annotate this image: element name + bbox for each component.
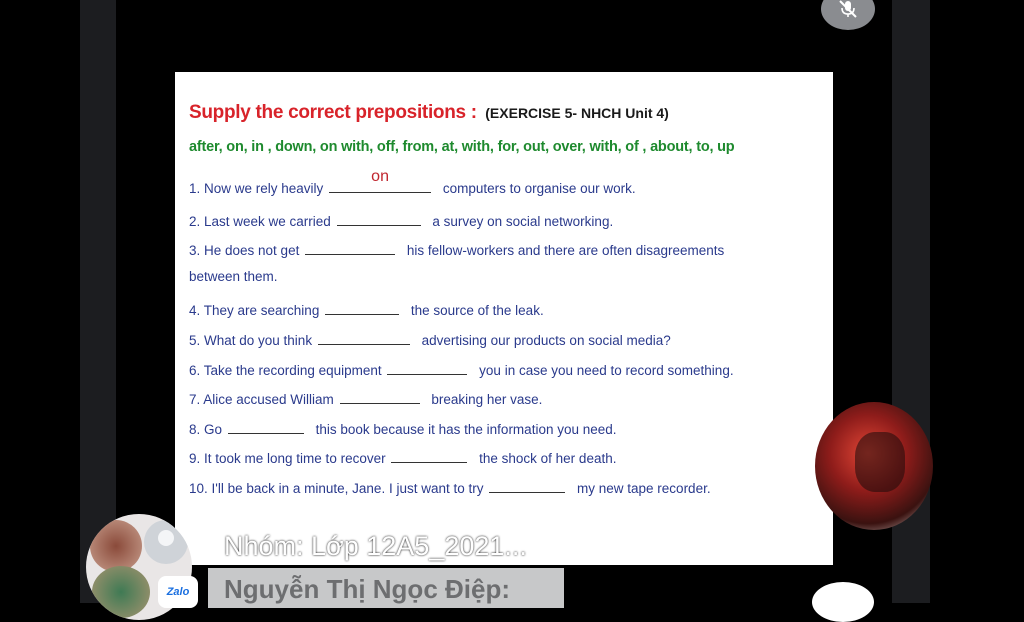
answer-blank[interactable] — [391, 448, 467, 463]
question-8 — [189, 419, 617, 437]
question-text: 2. Last week we carried — [189, 214, 331, 229]
answer-blank[interactable] — [318, 330, 410, 345]
default-user-icon — [144, 520, 188, 564]
question-9 — [189, 448, 616, 466]
answer-blank[interactable] — [325, 300, 399, 315]
question-text: 1. Now we rely heavily — [189, 181, 324, 196]
answer-blank[interactable] — [337, 211, 421, 226]
question-text: the shock of her death. — [479, 451, 617, 466]
question-text: 9. It took me long time to recover — [189, 451, 386, 466]
question-4 — [189, 300, 544, 318]
question-text: 6. Take the recording equipment — [189, 363, 382, 378]
left-video-frame — [80, 0, 116, 603]
worksheet-title: Supply the correct prepositions : — [189, 102, 477, 123]
question-6 — [189, 360, 734, 378]
question-text: 3. He does not get — [189, 243, 300, 258]
member-avatar — [92, 566, 150, 618]
answer-blank[interactable] — [329, 168, 431, 193]
participant-avatar-partial[interactable] — [812, 582, 874, 622]
question-text: this book because it has the information you need. — [315, 422, 617, 437]
question-3 — [189, 240, 724, 258]
member-avatar — [90, 520, 142, 572]
question-text: you in case you need to record something. — [479, 363, 734, 378]
word-bank: after, on, in , down, on with, off, from, at, with, for, out, over, with, of , about, to, up — [189, 139, 735, 155]
mic-off-icon — [837, 0, 859, 20]
zalo-logo-icon: Zalo — [158, 576, 198, 608]
question-text: his fellow-workers and there are often disagreements — [406, 243, 725, 258]
answer-blank[interactable] — [387, 360, 467, 375]
question-text: the source of the leak. — [410, 303, 544, 318]
sender-name: Nguyễn Thị Ngọc Điệp: — [224, 574, 510, 604]
question-3-continuation: between them. — [189, 269, 278, 284]
question-text: a survey on social networking. — [432, 214, 614, 229]
question-text: 5. What do you think — [189, 333, 313, 348]
exercise-worksheet — [175, 72, 833, 565]
answer-blank[interactable] — [228, 419, 304, 434]
mute-button[interactable] — [821, 0, 875, 30]
question-5 — [189, 330, 671, 348]
question-text: computers to organise our work. — [442, 181, 636, 196]
answer-blank[interactable] — [305, 240, 395, 255]
question-text: breaking her vase. — [431, 392, 543, 407]
participant-avatar[interactable] — [815, 402, 933, 530]
question-7 — [189, 389, 542, 407]
question-2 — [189, 211, 613, 229]
chat-group-name: Nhóm: Lớp 12A5_2021... — [224, 531, 527, 561]
question-text: 8. Go — [189, 422, 223, 437]
chat-message-preview[interactable] — [208, 568, 564, 608]
question-text: 7. Alice accused William — [189, 392, 334, 407]
filled-answer: on — [371, 168, 389, 185]
worksheet-header — [189, 102, 669, 124]
question-text: 10. I'll be back in a minute, Jane. I just want to try — [189, 481, 484, 496]
avatar-figure — [855, 432, 905, 492]
question-text: 4. They are searching — [189, 303, 320, 318]
question-10 — [189, 478, 711, 496]
question-text: advertising our products on social media? — [421, 333, 671, 348]
worksheet-subtitle: (EXERCISE 5- NHCH Unit 4) — [485, 105, 669, 121]
question-text: my new tape recorder. — [577, 481, 711, 496]
answer-blank[interactable] — [489, 478, 565, 493]
answer-blank[interactable] — [340, 389, 420, 404]
question-1 — [189, 168, 636, 196]
